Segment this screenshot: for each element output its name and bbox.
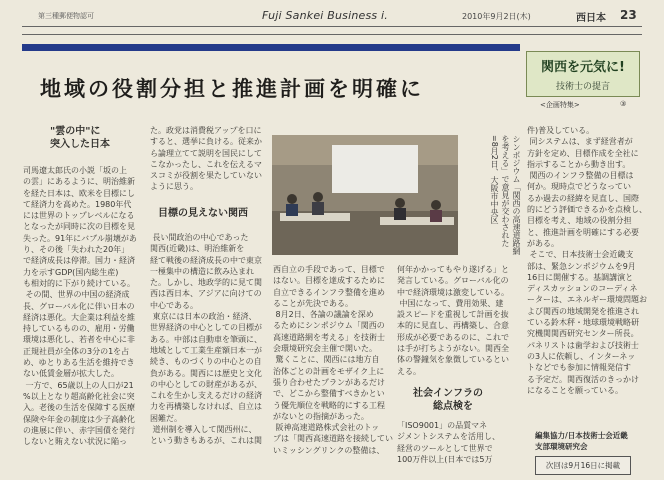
header-rule-2: [22, 34, 642, 35]
series-box: [526, 51, 640, 97]
body-column-1: 司馬遼太郎氏の小説「坂の上 の雲」にあるように、明治維新 を経た日本は、欧米を目標にし て経済力を高めた。1980年代 には世界のトップレベルになる となったが同時に次の目標を見 失った。91年にバブル崩壊があ り、その後「失われた20年」 で経済成長は停滞。国力・経済 力を示すGDP(国内総生産) も相対的に下がり続けている。 その間、世界の中国の経済成 長、グローバル化に伴い日本の 経済は悪化。大企業は利益を維 持しているものの、雇用・労働 環境は悪化し、若者を中心に非 正規社員が全体の3分の1を占 め、ゆとりある生活を維持でき ない低賃金層が拡大した。 一方で、65歳以上の人口が21 %以上となり超高齢化社会に突 入。老後の生活を保障する医療 保険や年金の制度は少子高齢化 の進展に伴い、赤字国債を発行 しないと賄えない状況に陥っ: [23, 166, 137, 447]
header-rule: [22, 26, 642, 27]
series-number: ③: [620, 100, 627, 108]
section-heading-1: "雲の中"に 突入した日本: [50, 126, 110, 150]
newspaper-name: Fuji Sankei Business i.: [262, 9, 389, 22]
postal-notice: 第三種郵便物認可: [38, 12, 94, 20]
section-heading-3: 社会インフラの 総点検を: [413, 388, 483, 412]
photo-caption: シンポジウム「関西の高速道路網を考える」で意見が交わされた=8月2日、大阪市中央区: [490, 135, 521, 255]
headline: 地域の役割分担と推進計画を明確に: [40, 77, 424, 101]
page-number: 23: [620, 8, 637, 22]
series-kind: <企画特集>: [540, 101, 580, 109]
issue-date: 2010年9月2日(木): [462, 12, 531, 21]
body-column-4a: 何年かかってもやり遂げる」と 発言している。グローバル化の 中で経済環境は激変している。 中国になって、費用効果、建 設スピードを重視して計画を抜 本的に見直し、再構築し、合意 形成が必要であるのに、これで は手が打ちようがない。関西全 体の警鐘気を象徴しているとい える。: [397, 265, 509, 376]
body-column-2b: 長い間政治の中心であった 関西(近畿)は、明治維新を 経て戦後の経済成長の中で東京 一極集中の構造に飲み込まれ た。しかし、地政学的に見て関 西は西日本、アジアに向けての 中心である。 東京には日本の政治・経済、 世界経済の中心としての目標が ある。中部は自動車を筆頭に、 地域として工業生産額日本一が 続き、ものづくりの中心との自 負がある。関西には歴史と文化 の中心としての財産があるが、 これを生かし支えるだけの経済 力を再構築しなければ、自立は 困難だ。 道州制を導入して関西州に、 という動きもあるが、これは関: [150, 233, 262, 446]
headline-band: [22, 44, 520, 51]
body-column-2a: た。政党は消費税アップを口に すると、選挙に負ける。従来か ら論理立てて説明を国民にして こなかったし、これを伝えるマ スコミが役割を果たしていない ように思う。: [150, 126, 262, 192]
next-issue-notice: 次回は9月16日に掲載: [535, 456, 631, 475]
series-subtitle: 技術士の提言: [555, 82, 610, 92]
photo-illustration: [272, 135, 458, 255]
body-column-3: 西自立の手段であって、目標で はない。目標を達成するために 自立できるインフラ整備を進め ることが先決である。 8月2日、各論の議論を深め るためにシンポジウム「関西の 高速道路網を考える」を技術士 会環境研究会主催で開いた。 驚くことに、関西には地方自 治体ごとの計画をモザイク上に 張り合わせたプランがあるだけ で、どこから整備すべきかとい う優先順位を戦略的にする工程 がないとの指摘があった。 阪神高速道路株式会社のトッ プは「関西高速道路を接続してい いミッシングリンクの整備は、: [273, 265, 393, 455]
section-heading-2: 目標の見えない関西: [158, 208, 248, 219]
body-column-4b: 「ISO9001」の品質マネ ジメントシステムを活用し、 経営のツールとして世界で 100万件以上(日本では5万: [397, 421, 500, 464]
editor-credit: 編集協力/日本技術士会近畿 支部環境研究会: [535, 431, 628, 452]
edition-region: 西日本: [576, 13, 606, 24]
series-title: 関西を元気に!: [541, 60, 625, 75]
body-column-5: 件)普及している。 同システムは、まず経営者が 方針を定め、目標作成を全社に 指示することから動き出す。 関西のインフラ整備の目標は 何か。現時点でどうなってい るか過去の経緯を見直し、国際 的にどう評価できるかを点検し、 目標を考え、地域の役割分担 と、推進計画を明確にする必要 がある。 そこで、日本技術士会近畿支 部は、緊急シンポジウムを9月 16日に開催する。基調講演と ディスカッションのコーディネ ーターは、エネルギー環境問題お よび関西の地域開発を推進され ている鈴木秤・地球環境戦略研 究機関関西研究センター所長。 パネリストは歯学および技術士 の3人に依頼し、インターネッ トなどでも参加に情報発信す る予定だ。関西復活のきっかけ になることを願っている。: [527, 126, 647, 395]
symposium-photo: [272, 135, 458, 255]
